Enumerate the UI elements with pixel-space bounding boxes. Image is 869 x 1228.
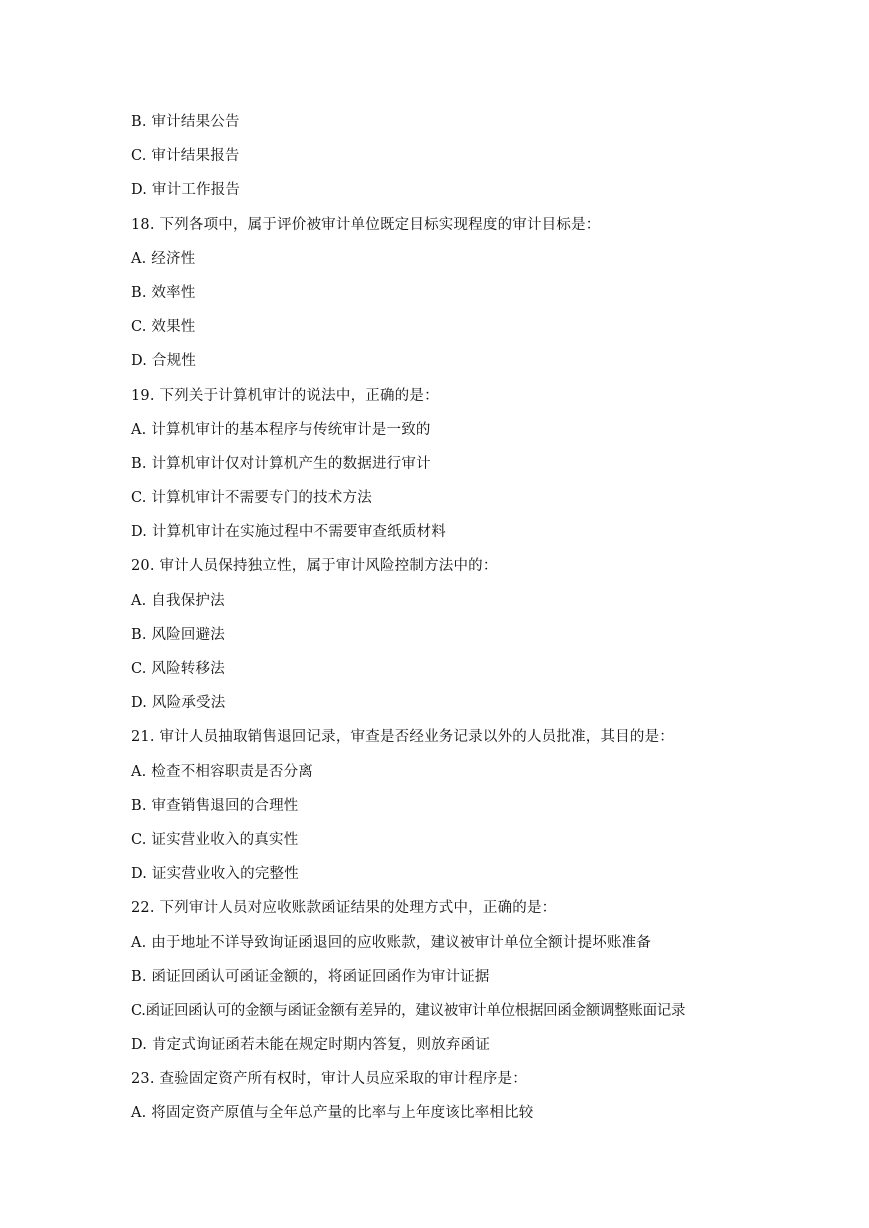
option-line: A. 自我保护法	[131, 592, 225, 609]
question-line: 18. 下列各项中，属于评价被审计单位既定目标实现程度的审计目标是：	[131, 216, 601, 233]
option-line: D. 证实营业收入的完整性	[131, 866, 299, 883]
option-line: A. 由于地址不详导致询证函退回的应收账款，建议被审计单位全额计提坏账准备	[131, 934, 652, 951]
option-line: D. 审计工作报告	[131, 182, 241, 199]
option-line: B. 风险回避法	[131, 626, 225, 643]
option-line: D. 合规性	[131, 353, 197, 370]
question-text-block	[131, 110, 831, 1136]
option-line: D. 肯定式询证函若未能在规定时期内答复，则放弃函证	[131, 1037, 491, 1054]
question-line: 21. 审计人员抽取销售退回记录，审查是否经业务记录以外的人员批准，其目的是：	[131, 729, 674, 746]
option-line: A. 将固定资产原值与全年总产量的比率与上年度该比率相比较	[131, 1105, 534, 1122]
question-line: 20. 审计人员保持独立性，属于审计风险控制方法中的：	[131, 558, 498, 575]
option-line: C. 风险转移法	[131, 661, 225, 677]
option-line: A. 经济性	[131, 250, 196, 267]
option-line: D. 计算机审计在实施过程中不需要审查纸质材料	[131, 524, 446, 541]
option-line: A. 计算机审计的基本程序与传统审计是一致的	[131, 421, 431, 438]
option-line: B. 效率性	[131, 284, 196, 301]
option-line: B. 计算机审计仅对计算机产生的数据进行审计	[131, 455, 431, 472]
question-line: 23. 查验固定资产所有权时，审计人员应采取的审计程序是：	[131, 1071, 527, 1088]
question-line: 19. 下列关于计算机审计的说法中，正确的是：	[131, 387, 439, 404]
option-line: D. 风险承受法	[131, 695, 226, 712]
question-line: 22. 下列审计人员对应收账款函证结果的处理方式中，正确的是：	[131, 900, 557, 917]
option-line: C. 计算机审计不需要专门的技术方法	[131, 490, 372, 507]
option-line: B. 函证回函认可函证金额的，将函证回函作为审计证据	[131, 968, 490, 985]
option-line: C.函证回函认可的金额与函证金额有差异的，建议被审计单位根据回函金额调整账面记录	[131, 1002, 686, 1019]
option-line: C. 审计结果报告	[131, 148, 240, 165]
option-line: C. 证实营业收入的真实性	[131, 831, 299, 848]
option-line: C. 效果性	[131, 319, 196, 336]
option-line: A. 检查不相容职责是否分离	[131, 763, 313, 780]
option-line: B. 审查销售退回的合理性	[131, 797, 299, 814]
option-line: B. 审计结果公告	[131, 114, 240, 130]
